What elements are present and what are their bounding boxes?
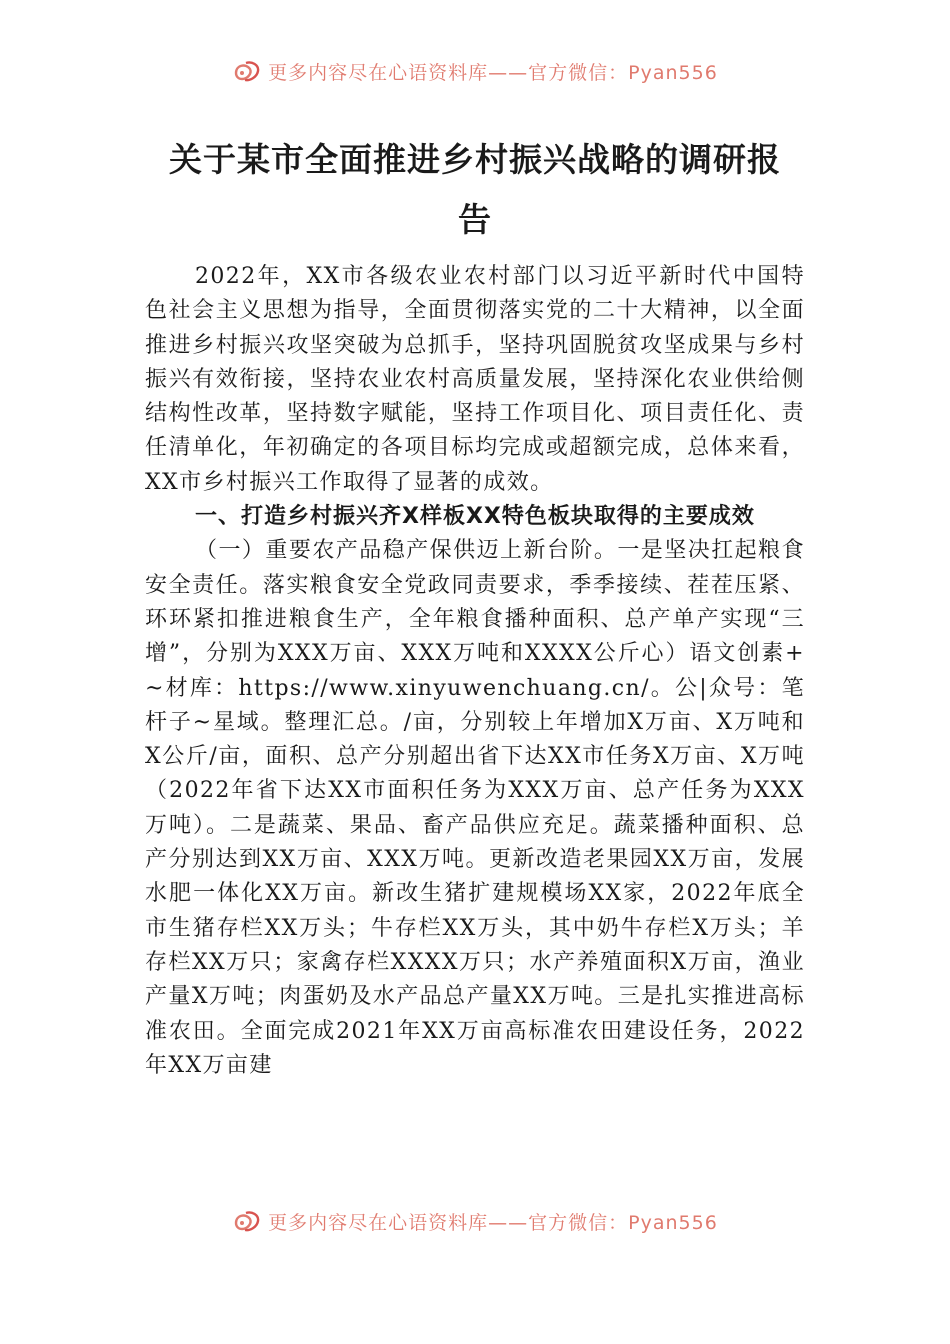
document-page — [145, 130, 805, 1083]
watermark-banner-top — [0, 56, 950, 86]
section-paragraph: （一）重要农产品稳产保供迈上新台阶。一是坚决扛起粮食安全责任。落实粮食安全党政同责要求，季季接续、茬茬压紧、环环紧扣推进粮食生产，全年粮食播种面积、总产单产实现“三增”，分别为XXX万亩、XXX万吨和XXXX公斤心）语文创素+~材库：https://www.xinyuwenchuang.cn/。公|众号：笔杆子~星域。整理汇总。/亩，分别较上年增加X万亩、X万吨和X公斤/亩，面积、总产分别超出省下达XX市任务X万亩、X万吨（2022年省下达XX市面积任务为XXX万亩、总产任务为XXX万吨）。二是蔬菜、果品、畜产品供应充足。蔬菜播种面积、总产分别达到XX万亩、XXX万吨。更新改造老果园XX万亩，发展水肥一体化XX万亩。新改生猪扩建规模场XX家，2022年底全市生猪存栏XX万头；牛存栏XX万头，其中奶牛存栏X万头；羊存栏XX万只；家禽存栏XXXX万只；水产养殖面积X万亩，渔业产量X万吨；肉蛋奶及水产品总产量XX万吨。三是扎实推进高标准农田。全面完成2021年XX万亩高标准农田建设任务，2022年XX万亩建 — [145, 538, 805, 1078]
intro-paragraph: 2022年，XX市各级农业农村部门以习近平新时代中国特色社会主义思想为指导，全面贯彻落实党的二十大精神，以全面推进乡村振兴攻坚突破为总抓手，坚持巩固脱贫攻坚成果与乡村振兴有效衔接，坚持农业农村高质量发展，坚持深化农业供给侧结构性改革，坚持数字赋能，坚持工作项目化、项目责任化、责任清单化，年初确定的各项目标均完成或超额完成，总体来看，XX市乡村振兴工作取得了显著的成效。 — [145, 264, 805, 495]
title-line-2: 告 — [458, 200, 492, 239]
logo-icon — [232, 59, 262, 83]
watermark-text: 更多内容尽在心语资料库——官方微信：Pyan556 — [268, 61, 718, 84]
watermark-banner-bottom — [0, 1206, 950, 1236]
document-title — [145, 130, 805, 250]
document-body — [145, 260, 805, 1083]
watermark-text: 更多内容尽在心语资料库——官方微信：Pyan556 — [268, 1211, 718, 1234]
title-line-1: 关于某市全面推进乡村振兴战略的调研报 — [169, 140, 781, 179]
logo-icon — [232, 1209, 262, 1233]
section-heading: 一、打造乡村振兴齐X样板XX特色板块取得的主要成效 — [195, 504, 755, 530]
